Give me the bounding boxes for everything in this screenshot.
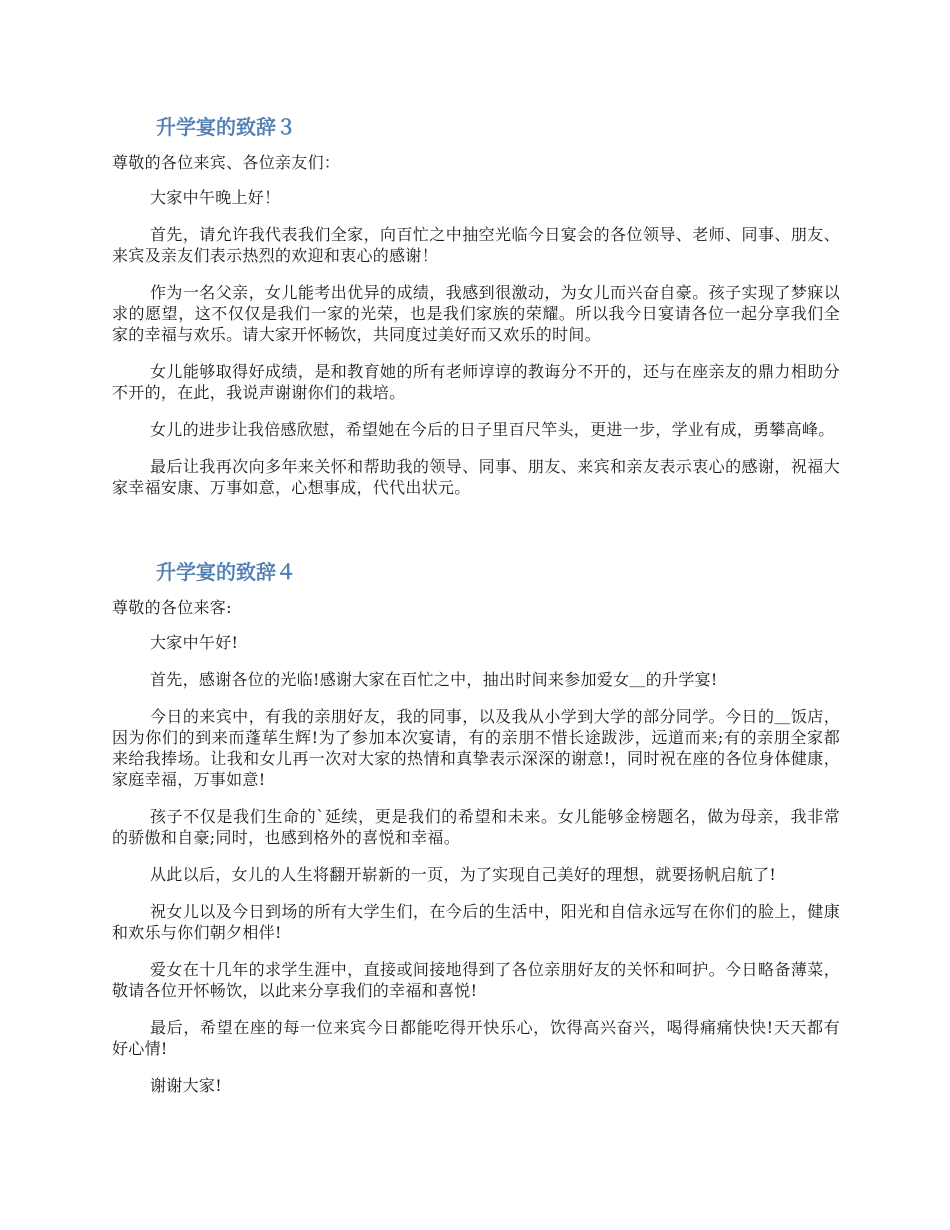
salutation: 尊敬的各位来客:: [112, 598, 232, 617]
section-body: [112, 152, 840, 498]
paragraph: 女儿的进步让我倍感欣慰，希望她在今后的日子里百尺竿头，更进一步，学业有成，勇攀高峰。: [150, 420, 835, 439]
paragraph: 大家中午晚上好！: [150, 188, 281, 207]
paragraph: 首先，请允许我代表我们全家，向百忙之中抽空光临今日宴会的各位领导、老师、同事、朋友、来宾及亲友们表示热烈的欢迎和衷心的感谢！: [112, 225, 840, 265]
paragraph: 最后让我再次向多年来关怀和帮助我的领导、同事、朋友、来宾和亲友表示衷心的感谢，祝福大家幸福安康、万事如意，心想事成，代代出状元。: [112, 457, 840, 497]
paragraph: 女儿能够取得好成绩，是和教育她的所有老师谆谆的教诲分不开的，还与在座亲友的鼎力相助分不开的，在此，我说声谢谢你们的栽培。: [112, 362, 840, 402]
paragraph: 谢谢大家!: [150, 1076, 222, 1095]
paragraph: 孩子不仅是我们生命的`延续，更是我们的希望和未来。女儿能够金榜题名，做为母亲，我非常的骄傲和自豪;同时，也感到格外的喜悦和幸福。: [112, 807, 840, 847]
paragraph: 今日的来宾中，有我的亲朋好友，我的同事，以及我从小学到大学的部分同学。今日的＿饭店，因为你们的到来而蓬荜生辉!为了参加本次宴请，有的亲朋不惜长途跋涉，远道而来;有的亲朋全家都来给我捧场。让我和女儿再一次对大家的热情和真挚表示深深的谢意!，同时祝在座的各位身体健康，家庭幸福，万事如意!: [112, 707, 840, 789]
paragraph: 爱女在十几年的求学生涯中，直接或间接地得到了各位亲朋好友的关怀和呵护。今日略备薄菜，敬请各位开怀畅饮，以此来分享我们的幸福和喜悦!: [112, 960, 840, 1000]
paragraph: 首先，感谢各位的光临!感谢大家在百忙之中，抽出时间来参加爱女＿的升学宴!: [150, 670, 718, 689]
section-title: 升学宴的致辞３: [156, 115, 296, 139]
paragraph: 大家中午好!: [150, 633, 239, 652]
section-body: [112, 597, 840, 1096]
paragraph: 祝女儿以及今日到场的所有大学生们，在今后的生活中，阳光和自信永远写在你们的脸上，健康和欢乐与你们朝夕相伴!: [112, 902, 840, 942]
salutation: 尊敬的各位来宾、各位亲友们：: [112, 153, 341, 172]
paragraph: 作为一名父亲，女儿能考出优异的成绩，我感到很激动，为女儿而兴奋自豪。孩子实现了梦寐以求的愿望，这不仅仅是我们一家的光荣，也是我们家族的荣耀。所以我今日宴请各位一起分享我们全家的幸福与欢乐。请大家开怀畅饮，共同度过美好而又欢乐的时间。: [112, 283, 840, 344]
paragraph: 从此以后，女儿的人生将翻开崭新的一页，为了实现自己美好的理想，就要扬帆启航了!: [150, 865, 777, 884]
section-title: 升学宴的致辞４: [156, 560, 296, 584]
paragraph: 最后，希望在座的每一位来宾今日都能吃得开快乐心，饮得高兴奋兴，喝得痛痛快快!天天都有好心情!: [112, 1018, 840, 1058]
